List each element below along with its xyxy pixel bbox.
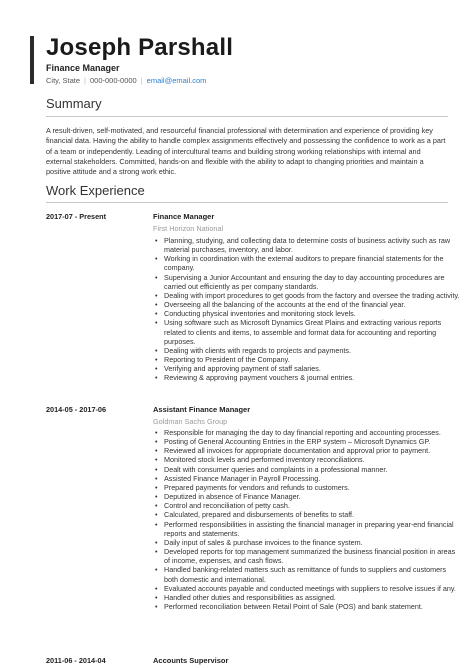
- contact-email-link[interactable]: email@email.com: [146, 76, 207, 85]
- job-duty-item: • Assisted Finance Manager in Payroll Processing.: [164, 474, 460, 483]
- contact-location: City, State: [46, 76, 81, 85]
- job-duties-list: [153, 236, 460, 383]
- job-duty-item: • Supervising a Junior Accountant and ensuring the day to day accounting procedures are carried out efficiently as per company standards.: [164, 273, 460, 291]
- job-title: Assistant Finance Manager: [153, 405, 251, 414]
- job-duty-item: • Handled banking-related matters such as remittance of funds to suppliers and customers both domestic and international.: [164, 565, 460, 583]
- job-duty-item: • Handled other duties and responsibilities as assigned.: [164, 593, 460, 602]
- job-duty-item: • Working in coordination with the external auditors to prepare financial statements for the company.: [164, 254, 460, 272]
- job-duty-item: • Daily input of sales & purchase invoices to the finance system.: [164, 538, 460, 547]
- experience-heading: Work Experience: [46, 183, 145, 198]
- summary-text: A result-driven, self-motivated, and resourceful financial professional with determination and experience of providing key financial data. Having the ability to handle complex assignments effectively and possessing the confidence to work as a part of a team or independently. Leading of intercultural teams and building strong working relationships with internal and external stakeholders. Committed, hands-on and flexible with the ability to adapt to changing priorities and maintain a positive attitude and a strong work ethic.: [46, 126, 446, 177]
- summary-heading: Summary: [46, 96, 102, 111]
- job-duty-item: • Conducting physical inventories and monitoring stock levels.: [164, 309, 460, 318]
- job-duty-item: • Responsible for managing the day to day financial reporting and accounting processes.: [164, 428, 460, 437]
- job-company: First Horizon National: [153, 224, 224, 233]
- job-duty-item: • Performed responsibilities in assisting the financial manager in preparing year-end financial reports and statements.: [164, 520, 460, 538]
- candidate-job-title: Finance Manager: [46, 63, 120, 73]
- summary-divider: [46, 116, 448, 117]
- job-dates: 2017-07 - Present: [46, 212, 107, 221]
- job-duty-item: • Dealing with import procedures to get goods from the factory and oversee the trading activity.: [164, 291, 460, 300]
- job-duty-item: • Dealing with clients with regards to projects and payments.: [164, 346, 460, 355]
- job-duty-item: • Calculated, prepared and disbursements of benefits to staff.: [164, 510, 460, 519]
- header-accent-bar: [30, 36, 34, 84]
- job-duty-item: • Overseeing all the balancing of the accounts at the end of the financial year.: [164, 300, 460, 309]
- contact-separator: |: [140, 76, 143, 85]
- job-dates: 2014-05 - 2017-06: [46, 405, 107, 414]
- job-duty-item: • Control and reconciliation of petty cash.: [164, 501, 460, 510]
- job-duty-item: • Evaluated accounts payable and conducted meetings with suppliers to resolve issues if any.: [164, 584, 460, 593]
- job-duty-item: • Verifying and approving payment of staff salaries.: [164, 364, 460, 373]
- job-duty-item: • Prepared payments for vendors and refunds to customers.: [164, 483, 460, 492]
- job-duty-item: • Planning, studying, and collecting data to determine costs of business activity such as raw material purchases, inventory, and labor.: [164, 236, 460, 254]
- job-duty-item: • Using software such as Microsoft Dynamics Great Plains and extracting various reports related to clients and items, to assemble and format data for accounting and reporting purposes.: [164, 318, 460, 345]
- job-dates: 2011-06 - 2014-04: [46, 656, 106, 665]
- job-duty-item: • Reviewed all invoices for appropriate documentation and approval prior to payment.: [164, 446, 460, 455]
- job-duty-item: • Reviewing & approving payment vouchers & journal entries.: [164, 373, 460, 382]
- job-title: Finance Manager: [153, 212, 215, 221]
- contact-line: [46, 76, 206, 85]
- job-duty-item: • Reporting to President of the Company.: [164, 355, 460, 364]
- job-title: Accounts Supervisor: [153, 656, 229, 665]
- job-duty-item: • Developed reports for top management summarized the business financial position in areas of income, expenses, and cash flows.: [164, 547, 460, 565]
- job-duty-item: • Posting of General Accounting Entries in the ERP system – Microsoft Dynamics GP.: [164, 437, 460, 446]
- job-duties-list: [153, 428, 460, 611]
- job-duty-item: • Deputized in absence of Finance Manager.: [164, 492, 460, 501]
- experience-divider: [46, 202, 448, 203]
- job-company: Goldman Sachs Group: [153, 417, 228, 426]
- job-duty-item: • Performed reconciliation between Retail Point of Sale (POS) and bank statement.: [164, 602, 460, 611]
- job-duty-item: • Dealt with consumer queries and complaints in a professional manner.: [164, 465, 460, 474]
- contact-separator: |: [84, 76, 86, 85]
- candidate-name: Joseph Parshall: [46, 34, 234, 61]
- contact-phone: 000-000-0000: [90, 76, 137, 85]
- job-duty-item: • Monitored stock levels and performed inventory reconciliations.: [164, 455, 460, 464]
